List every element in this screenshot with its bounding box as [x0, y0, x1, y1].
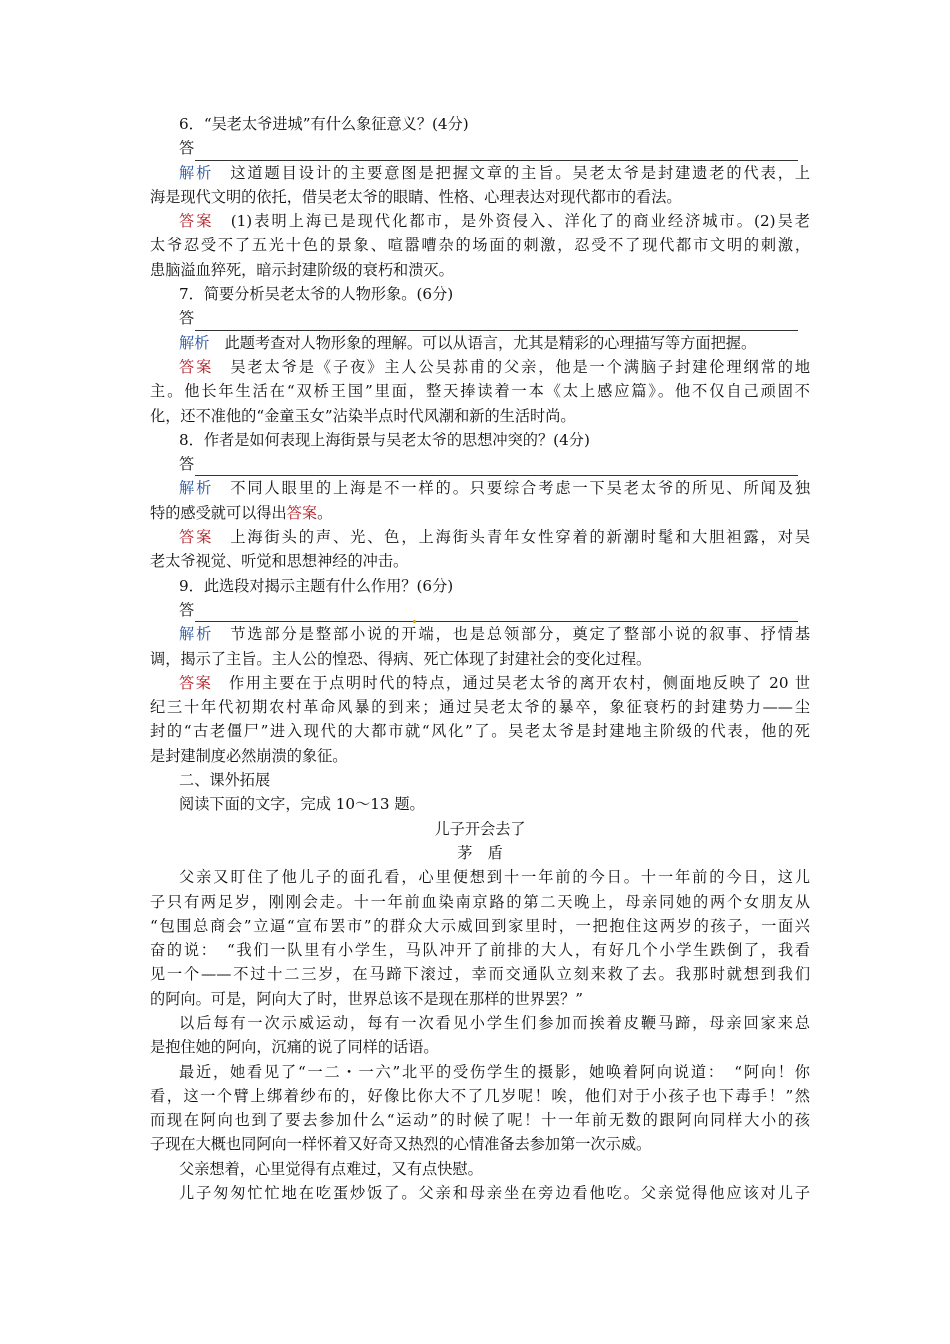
- answer-line-6[interactable]: [150, 136, 810, 160]
- answer-7-cont-2: 化，还不准他的“金童玉女”沾染半点时代风潮和新的生活时尚。: [150, 406, 576, 425]
- analysis-label: 解析: [179, 625, 214, 644]
- story-line: 儿子匆匆忙忙地在吃蛋炒饭了。父亲和母亲坐在旁边看他吃。父亲觉得他应该对儿子: [179, 1184, 810, 1203]
- answer-9-cont-2: 封的“古老僵尸”进入现代的大都市就“风化”了。吴老太爷是封建地主阶级的代表，他的死: [150, 722, 810, 741]
- answer-9-cont: 纪三十年代初期农村革命风暴的到来；通过吴老太爷的暴卒，象征衰朽的封建势力——尘: [150, 698, 810, 717]
- answer-key-text: 作用主要在于点明时代的特点，通过吴老太爷的离开农村，侧面地反映了 20 世: [212, 673, 811, 692]
- story-line: 奋的说： “我们一队里有小学生，马队冲开了前排的大人，有好几个小学生跌倒了，我看: [150, 941, 810, 960]
- question-6: 6．“吴老太爷进城”有什么象征意义？(4分): [179, 115, 469, 133]
- answer-label: 答: [179, 455, 195, 474]
- analysis-9: [150, 622, 810, 646]
- answer-label: 答: [179, 309, 195, 328]
- answer-blank[interactable]: [195, 142, 798, 161]
- answer-label: 答: [179, 139, 195, 158]
- reading-instruction: 阅读下面的文字，完成 10～13 题。: [179, 795, 425, 814]
- analysis-text: 特的感受就可以得出: [150, 503, 287, 522]
- analysis-6-cont: 海是现代文明的依托，借吴老太爷的眼睛、性格、心理表达对现代都市的看法。: [150, 187, 682, 206]
- story-author: 茅 盾: [457, 843, 503, 862]
- answer-key-label: 答案: [179, 357, 214, 376]
- analysis-label: 解析: [179, 333, 210, 352]
- answer-6-cont-2: 患脑溢血猝死，暗示封建阶级的衰朽和溃灭。: [150, 260, 454, 279]
- answer-7-cont: 主。他长年生活在“双桥王国”里面，整天捧读着一本《太上感应篇》。他不仅自己顽固不: [150, 382, 810, 401]
- analysis-6: [150, 161, 810, 185]
- answer-7: [150, 355, 810, 379]
- story-line: 的阿向。可是，阿向大了时，世界总该不是现在那样的世界罢？”: [150, 989, 584, 1008]
- story-line: 最近，她看见了“一二・一六”北平的受伤学生的摄影，她唤着阿向说道： “阿向！你: [179, 1062, 810, 1081]
- answer-label: 答: [179, 600, 195, 619]
- answer-line-9[interactable]: [150, 598, 810, 622]
- story-line: “包围总商会”立逼“宣布罢市”的群众大示威回到家里时，一把抱住这两岁的孩子，一面兴: [150, 916, 810, 935]
- analysis-9-cont: 调，揭示了主旨。主人公的惶恐、得病、死亡体现了封建社会的变化过程。: [150, 649, 652, 668]
- story-line: 以后每有一次示威运动，每有一次看见小学生们参加而挨着皮鞭马蹄，母亲回家来总: [179, 1013, 810, 1032]
- answer-blank[interactable]: [195, 603, 798, 622]
- analysis-8-cont: [150, 501, 810, 525]
- analysis-label: 解析: [179, 479, 214, 498]
- story-line: 子只有两足岁，刚刚会走。十一年前血染南京路的第二天晚上，母亲同她的两个女朋友从: [150, 892, 810, 911]
- question-8: 8．作者是如何表现上海街景与吴老太爷的思想冲突的？(4分): [179, 430, 590, 449]
- question-9: 9．此选段对揭示主题有什么作用？(6分): [179, 576, 454, 595]
- story-line: 而现在阿向也到了要去参加什么“运动”的时候了呢！十一年前无数的跟阿向同样大小的孩: [150, 1111, 810, 1130]
- document-page: [150, 112, 810, 1205]
- answer-6-cont: 太爷忍受不了五光十色的景象、喧嚣嘈杂的场面的刺激，忍受不了现代都市文明的刺激，: [150, 236, 810, 255]
- answer-key-text: (1)表明上海已是现代化都市，是外资侵入、洋化了的商业经济城市。(2)吴老: [213, 212, 810, 231]
- story-title: 儿子开会去了: [434, 819, 526, 838]
- answer-blank[interactable]: [195, 312, 798, 331]
- analysis-label: 解析: [179, 163, 214, 182]
- answer-line-8[interactable]: [150, 452, 810, 476]
- answer-key-text: 上海街头的声、光、色，上海街头青年女性穿着的新潮时髦和大胆袒露，对吴: [213, 528, 811, 547]
- story-line: 是抱住她的阿向，沉痛的说了同样的话语。: [150, 1038, 439, 1057]
- analysis-text: 不同人眼里的上海是不一样的。只要综合考虑一下吴老太爷的所见、所闻及独: [213, 479, 811, 498]
- answer-key-label: 答案: [179, 212, 214, 231]
- story-line: 子现在大概也同阿向一样怀着又好奇又热烈的心情准备去参加第一次示威。: [150, 1135, 652, 1154]
- section-heading: 二、课外拓展: [179, 771, 271, 790]
- analysis-text: 。: [317, 503, 333, 522]
- story-line: 父亲想着，心里觉得有点难过，又有点快慰。: [179, 1159, 483, 1178]
- analysis-text: 此题考查对人物形象的理解。可以从语言，尤其是精彩的心理描写等方面把握。: [209, 333, 757, 352]
- story-line: 看，这一个臂上绑着纱布的，好像比你大不了几岁呢！唉，他们对于小孩子也下毒手！”然: [150, 1086, 810, 1105]
- question-7: 7．简要分析吴老太爷的人物形象。(6分): [179, 285, 454, 304]
- story-line: 见一个——不过十二三岁，在马蹄下滚过，幸而交通队立刻来救了去。我那时就想到我们: [150, 965, 810, 984]
- answer-key-label: 答案: [179, 673, 213, 692]
- answer-key-label: 答案: [179, 528, 214, 547]
- answer-8: [150, 525, 810, 549]
- analysis-8: [150, 476, 810, 500]
- answer-9: [150, 671, 810, 695]
- answer-9-cont-3: 是封建制度必然崩溃的象征。: [150, 746, 348, 765]
- analysis-7: [150, 331, 810, 355]
- answer-key-text: 吴老太爷是《子夜》主人公吴荪甫的父亲，他是一个满脑子封建伦理纲常的地: [213, 357, 811, 376]
- answer-6: [150, 209, 810, 233]
- answer-8-cont: 老太爷视觉、听觉和思想神经的冲击。: [150, 552, 409, 571]
- answer-blank[interactable]: [195, 457, 798, 476]
- analysis-text: 这道题目设计的主要意图是把握文章的主旨。吴老太爷是封建遗老的代表，上: [213, 163, 811, 182]
- analysis-text: 节选部分是整部小说的开端，也是总领部分，奠定了整部小说的叙事、抒情基: [213, 625, 811, 644]
- story-line: 父亲又盯住了他儿子的面孔看，心里便想到十一年前的今日。十一年前的今日，这儿: [179, 868, 810, 887]
- answer-line-7[interactable]: [150, 306, 810, 330]
- answer-link: 答案: [286, 503, 318, 522]
